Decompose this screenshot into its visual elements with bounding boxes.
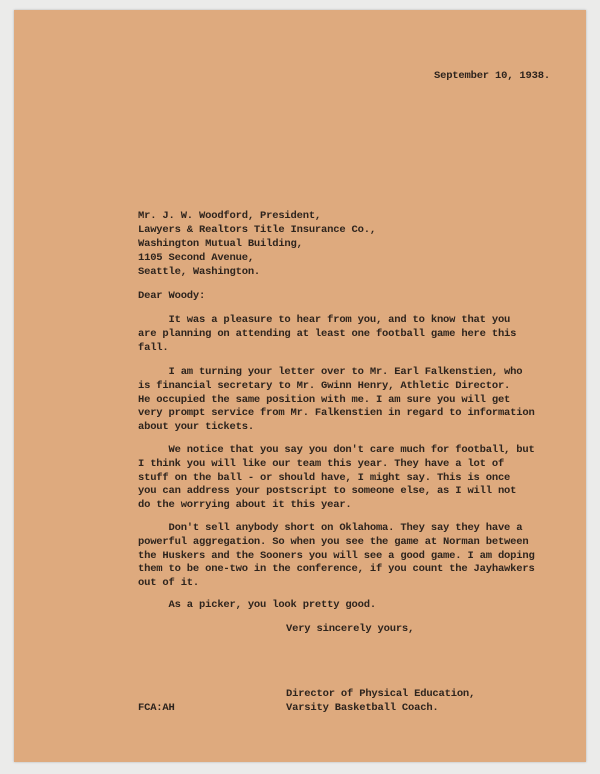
closing: Very sincerely yours, — [286, 623, 415, 635]
paragraph-line: out of it. — [138, 577, 200, 590]
paragraph-line: It was a pleasure to hear from you, and to know that you — [138, 314, 511, 326]
paragraph-line: Don't sell anybody short on Oklahoma. They say they have a — [138, 522, 523, 534]
letter-date: September 10, 1938. — [434, 70, 550, 82]
paragraph-line: As a picker, you look pretty good. — [138, 599, 376, 611]
address-line-5: Seattle, Washington. — [138, 266, 261, 278]
paragraph-line: do the worrying about it this year. — [138, 499, 352, 512]
signature-title-2: Varsity Basketball Coach. — [286, 702, 439, 714]
paragraph-line: the Huskers and the Sooners you will see a good game. I am doping — [138, 549, 535, 562]
paragraph-1 — [138, 314, 516, 355]
paragraph-line: stuff on the ball - or should have, I might say. This is once — [138, 471, 511, 484]
address-line-1: Mr. J. W. Woodford, President, — [138, 210, 322, 222]
paragraph-3 — [138, 444, 535, 513]
signature-title-1: Director of Physical Education, — [286, 688, 476, 700]
paragraph-line: you can address your postscript to someone else, as I will not — [138, 485, 517, 498]
paragraph-line: are planning on attending at least one football game here this — [138, 327, 517, 340]
paragraph-2 — [138, 366, 535, 435]
paragraph-line: them to be one-two in the conference, if you count the Jayhawkers — [138, 563, 535, 576]
salutation: Dear Woody: — [138, 290, 206, 302]
paragraph-line: is financial secretary to Mr. Gwinn Henry, Athletic Director. — [138, 379, 511, 392]
paragraph-4 — [138, 522, 535, 591]
typist-initials: FCA:AH — [138, 702, 175, 714]
paragraph-line: about your tickets. — [138, 421, 254, 434]
paragraph-line: fall. — [138, 341, 169, 354]
paragraph-line: powerful aggregation. So when you see the game at Norman between — [138, 535, 529, 548]
paragraph-line: We notice that you say you don't care much for football, but — [138, 444, 535, 456]
paragraph-line: I think you will like our team this year. They have a lot of — [138, 457, 505, 470]
paragraph-line: very prompt service from Mr. Falkenstien in regard to information — [138, 407, 535, 420]
address-line-4: 1105 Second Avenue, — [138, 252, 254, 264]
paragraph-5 — [138, 599, 376, 613]
address-line-2: Lawyers & Realtors Title Insurance Co., — [138, 224, 376, 236]
paragraph-line: I am turning your letter over to Mr. Earl Falkenstien, who — [138, 366, 523, 378]
paragraph-line: He occupied the same position with me. I am sure you will get — [138, 393, 511, 406]
address-line-3: Washington Mutual Building, — [138, 238, 303, 250]
